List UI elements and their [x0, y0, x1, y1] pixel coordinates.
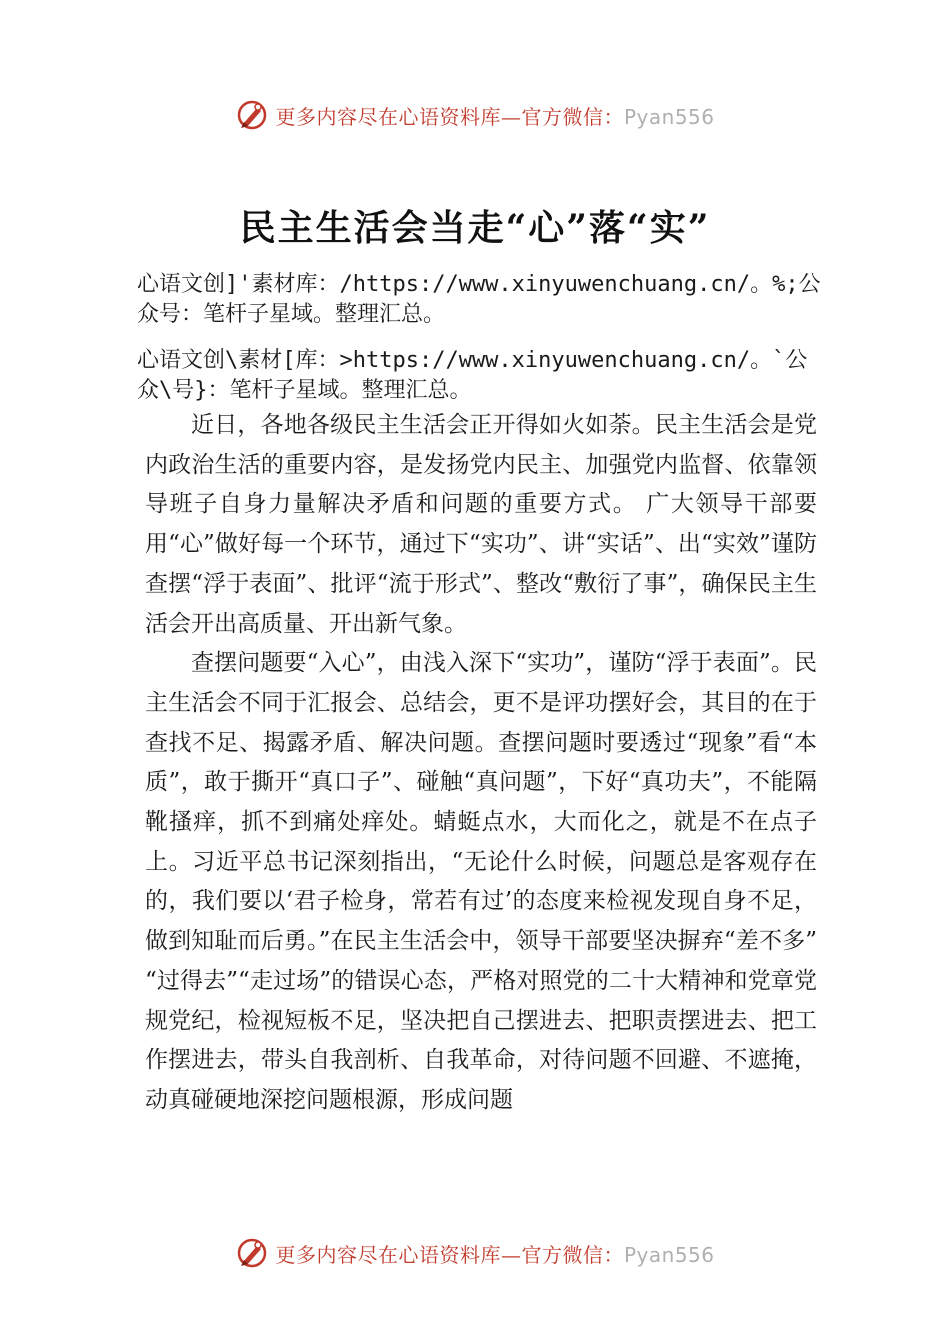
banner-wechat-label: 官方微信：: [521, 1242, 624, 1267]
banner-separator: —: [500, 104, 522, 129]
banner-main-text: 更多内容尽在心语资料库: [275, 1242, 501, 1267]
banner-separator: —: [500, 1242, 522, 1267]
source-line-2: 心语文创\素材[库：>https://www.xinyuwenchuang.cn/。`公众\号}：笔杆子星域。整理汇总。: [137, 348, 808, 403]
document-title: 民主生活会当走“心”落“实”: [239, 207, 711, 249]
pen-seal-icon: [235, 1236, 269, 1270]
header-banner: [0, 95, 950, 135]
header-banner-text: [275, 101, 714, 130]
footer-banner: [0, 1233, 950, 1273]
source-line-1: 心语文创]'素材库：/https://www.xinyuwenchuang.cn/。%;公众号：笔杆子星域。整理汇总。: [137, 272, 821, 327]
body-paragraph-2: 查摆问题要“入心”，由浅入深下“实功”，谨防“浮于表面”。民主生活会不同于汇报会、总结会，更不是评功摆好会，其目的在于查找不足、揭露矛盾、解决问题。查摆问题时要透过“现象”看“本质”，敢于撕开“真口子”、碰触“真问题”，下好“真功夫”，不能隔靴搔痒，抓不到痛处痒处。蜻蜓点水，大而化之，就是不在点子上。习近平总书记深刻指出，“无论什么时候，问题总是客观存在的，我们要以‘君子检身，常若有过’的态度来检视发现自身不足，做到知耻而后勇。”在民主生活会中，领导干部要坚决摒弃“差不多” “过得去”“走过场”的错误心态，严格对照党的二十大精神和党章党规党纪，检视短板不足，坚决把自己摆进去、把职责摆进去、把工作摆进去，带头自我剖析、自我革命，对待问题不回避、不遮掩，动真碰硬地深挖问题根源，形成问题: [145, 650, 817, 1113]
banner-wechat-id: Pyan556: [623, 104, 715, 129]
banner-wechat-id: Pyan556: [623, 1242, 715, 1267]
pen-seal-icon: [235, 98, 269, 132]
banner-wechat-label: 官方微信：: [521, 104, 624, 129]
footer-banner-content: [235, 1236, 714, 1270]
header-banner-content: [235, 98, 714, 132]
banner-main-text: 更多内容尽在心语资料库: [275, 104, 501, 129]
body-paragraph-1: 近日，各地各级民主生活会正开得如火如荼。民主生活会是党内政治生活的重要内容，是发扬党内民主、加强党内监督、依靠领导班子自身力量解决矛盾和问题的重要方式。 广大领导干部要用“心”做好每一个环节，通过下“实功”、讲“实话”、出“实效”谨防查摆“浮于表面”、批评“流于形式”、整改“敷衍了事”，确保民主生活会开出高质量、开出新气象。: [145, 412, 817, 637]
footer-banner-text: [275, 1239, 714, 1268]
document-body: [145, 406, 817, 1121]
